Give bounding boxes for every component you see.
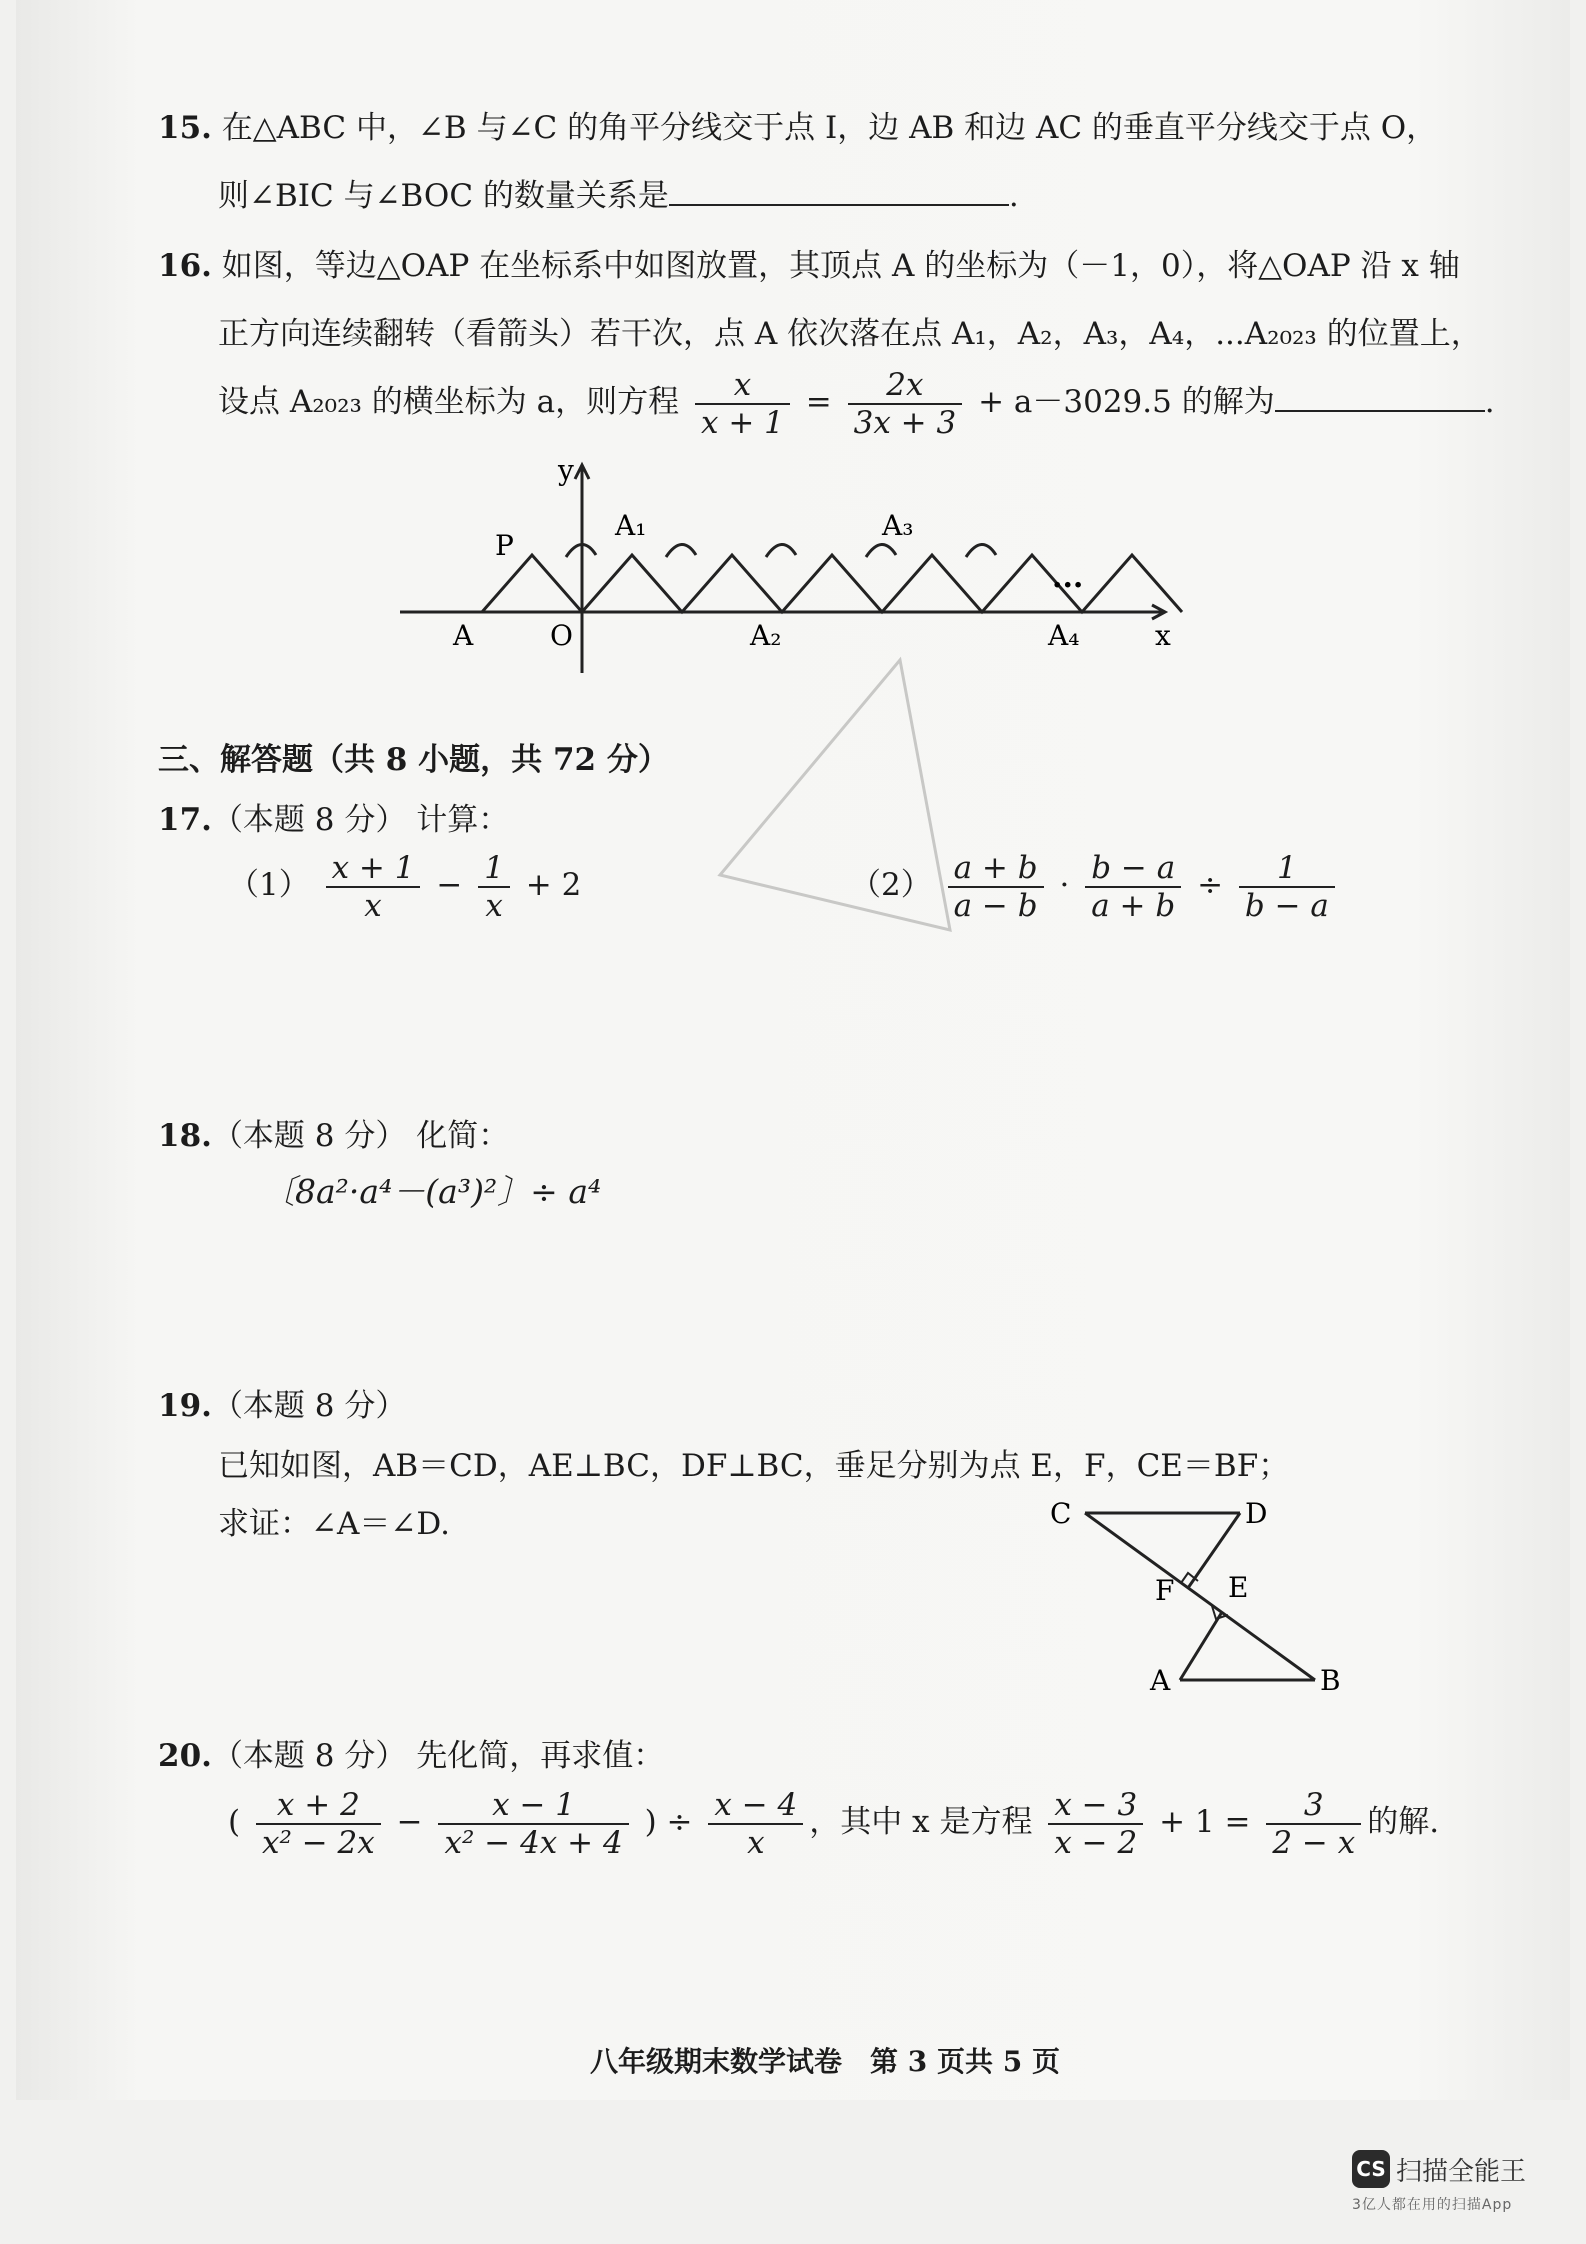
q17-p2-f3-denominator: b − a	[1244, 887, 1329, 924]
q17-part1	[228, 845, 581, 925]
q19-given: 已知如图，AB＝CD，AE⊥BC，DF⊥BC，垂足分别为点 E，F，CE＝BF；	[218, 1448, 1290, 1484]
q16-line2	[218, 314, 1482, 354]
q17-p2-f2-denominator: a + b	[1091, 887, 1176, 924]
point-B-label: B	[1320, 1664, 1341, 1695]
q17-part2-label: （2）	[850, 867, 932, 903]
q15-line1	[158, 108, 1437, 148]
q17-p1-f2-numerator: 1	[478, 850, 510, 888]
q19-heading	[158, 1386, 406, 1426]
scanner-app-name: 扫描全能王	[1396, 2156, 1527, 2187]
q20-f1-denominator: x² − 2x	[261, 1824, 375, 1861]
scanner-logo-icon: CS	[1352, 2150, 1390, 2188]
q17-part1-label: （1）	[228, 867, 310, 903]
q17-p1-f1-numerator: x + 1	[326, 850, 421, 888]
q17-p1-f1-denominator: x	[364, 887, 382, 924]
q16-line1	[158, 246, 1460, 286]
q16-fraction-1	[695, 367, 790, 441]
q16-f1-denominator: x + 1	[701, 404, 784, 441]
q20-heading	[158, 1736, 664, 1776]
q18-expression: 〔8a²·a⁴－(a³)²〕÷ a⁴	[262, 1172, 602, 1211]
flip-arrow-4	[866, 544, 896, 557]
q17-head: （本题 8 分） 计算：	[211, 802, 510, 838]
segment-AE	[1180, 1612, 1222, 1680]
q16-equals: =	[805, 384, 832, 420]
q17-p2-f3-numerator: 1	[1239, 850, 1335, 888]
q19-figure	[1040, 1480, 1380, 1695]
q20-head: （本题 8 分） 先化简，再求值：	[211, 1738, 665, 1774]
point-C-label: C	[1050, 1497, 1072, 1530]
point-F-label: F	[1155, 1574, 1175, 1607]
q20-fraction-4	[1048, 1787, 1143, 1861]
flip-arrow-2	[666, 544, 696, 557]
q20-f5-denominator: 2 − x	[1272, 1824, 1356, 1861]
q16-f1-numerator: x	[695, 367, 790, 405]
q15-line2	[218, 176, 1019, 216]
q16-fraction-2	[848, 367, 963, 441]
segment-CB	[1085, 1513, 1315, 1680]
q20-number: 20.	[158, 1738, 212, 1774]
point-D-label: D	[1245, 1497, 1268, 1530]
q16-line3	[218, 362, 1495, 442]
q17-p2-operator-2: ÷	[1197, 867, 1224, 903]
flip-arrow-3	[766, 544, 796, 557]
q20-f2-denominator: x² − 4x + 4	[444, 1824, 623, 1861]
point-A4-label: A₄	[1048, 619, 1080, 652]
q20-fraction-1	[256, 1787, 381, 1861]
q19-number: 19.	[158, 1388, 212, 1424]
q16-f2-denominator: 3x + 3	[853, 404, 957, 441]
point-A-label: A	[453, 619, 474, 652]
q17-p2-f1-numerator: a + b	[948, 850, 1044, 888]
q17-p1-fraction-2	[478, 850, 510, 924]
q20-f3-numerator: x − 4	[708, 1787, 803, 1825]
q20-fraction-5	[1266, 1787, 1361, 1861]
bleed-through-triangle	[700, 640, 980, 940]
q15-text-1: 在△ABC 中，∠B 与∠C 的角平分线交于点 I，边 AB 和边 AC 的垂直平分线交于点 O，	[221, 110, 1438, 146]
point-A3-label: A₃	[882, 509, 914, 542]
q20-end-text: 的解.	[1367, 1804, 1440, 1840]
q15-text-2: 则∠BIC 与∠BOC 的数量关系是	[218, 178, 669, 214]
point-A1-label: A₁	[615, 509, 647, 542]
point-E-label: E	[1228, 1571, 1249, 1604]
q20-operator-1: −	[396, 1804, 423, 1840]
q15-answer-blank[interactable]	[669, 204, 1009, 206]
q20-middle-text: ，其中 x 是方程	[809, 1804, 1033, 1840]
continuation-dots: ...	[1052, 560, 1084, 595]
q17-p2-f1-denominator: a − b	[953, 887, 1038, 924]
q16-period: .	[1484, 384, 1495, 420]
q20-expression	[228, 1780, 1439, 1864]
q20-f3-denominator: x	[747, 1824, 765, 1861]
q18-number: 18.	[158, 1118, 212, 1154]
q17-p2-fraction-3	[1239, 850, 1335, 924]
point-A2-label: A₂	[750, 619, 782, 652]
page-footer: 八年级期末数学试卷 第 3 页共 5 页	[590, 2045, 1060, 2078]
q20-plus-equals: + 1 =	[1159, 1804, 1251, 1840]
q20-f4-numerator: x − 3	[1048, 1787, 1143, 1825]
q20-open-paren: (	[228, 1804, 241, 1840]
q17-p1-f2-denominator: x	[485, 887, 503, 924]
q17-p1-fraction-1	[326, 850, 421, 924]
q18-head: （本题 8 分） 化简：	[211, 1118, 510, 1154]
q17-p2-fraction-2	[1085, 850, 1181, 924]
point-O-label: O	[550, 619, 573, 652]
q17-number: 17.	[158, 802, 212, 838]
q19-head: （本题 8 分）	[211, 1388, 407, 1424]
q16-text-1: 如图，等边△OAP 在坐标系中如图放置，其顶点 A 的坐标为（－1，0），将△OAP 沿 x 轴	[221, 248, 1460, 284]
q19-prove: 求证：∠A＝∠D.	[218, 1506, 450, 1542]
section-3-heading: 三、解答题（共 8 小题，共 72 分）	[158, 742, 669, 778]
q17-heading	[158, 800, 509, 840]
q16-answer-blank[interactable]	[1275, 410, 1485, 412]
q20-close-paren: )	[644, 1804, 657, 1840]
q16-text-4: + a－3029.5 的解为	[978, 384, 1275, 420]
q15-number: 15.	[158, 110, 212, 146]
q20-fraction-3	[708, 1787, 803, 1861]
q17-p1-operator: −	[436, 867, 463, 903]
q15-period: .	[1008, 178, 1019, 214]
q20-fraction-2	[438, 1787, 628, 1861]
q20-f1-numerator: x + 2	[256, 1787, 381, 1825]
q20-operator-2: ÷	[666, 1804, 693, 1840]
y-label: y	[558, 455, 574, 487]
q17-p2-operator-1: ·	[1059, 867, 1070, 903]
point-A-label: A	[1150, 1664, 1171, 1695]
q16-text-3: 设点 A₂₀₂₃ 的横坐标为 a，则方程	[218, 384, 680, 420]
scanner-watermark	[1352, 2150, 1526, 2214]
q20-f2-numerator: x − 1	[438, 1787, 628, 1825]
q16-number: 16.	[158, 248, 212, 284]
x-label: x	[1155, 619, 1171, 652]
q20-f4-denominator: x − 2	[1054, 1824, 1138, 1861]
scanner-tagline: 3亿人都在用的扫描App	[1352, 2197, 1513, 2213]
right-angle-mark-F	[1181, 1573, 1198, 1583]
q16-text-2: 正方向连续翻转（看箭头）若干次，点 A 依次落在点 A₁，A₂，A₃，A₄，...A₂₀₂₃ 的位置上，	[218, 316, 1482, 352]
point-P-label: P	[495, 529, 514, 562]
q16-f2-numerator: 2x	[848, 367, 963, 405]
q17-p1-tail: + 2	[525, 867, 582, 903]
flip-arrow-5	[966, 544, 996, 557]
q17-p2-f2-numerator: b − a	[1085, 850, 1181, 888]
q20-f5-numerator: 3	[1266, 1787, 1361, 1825]
q18-heading	[158, 1116, 509, 1156]
